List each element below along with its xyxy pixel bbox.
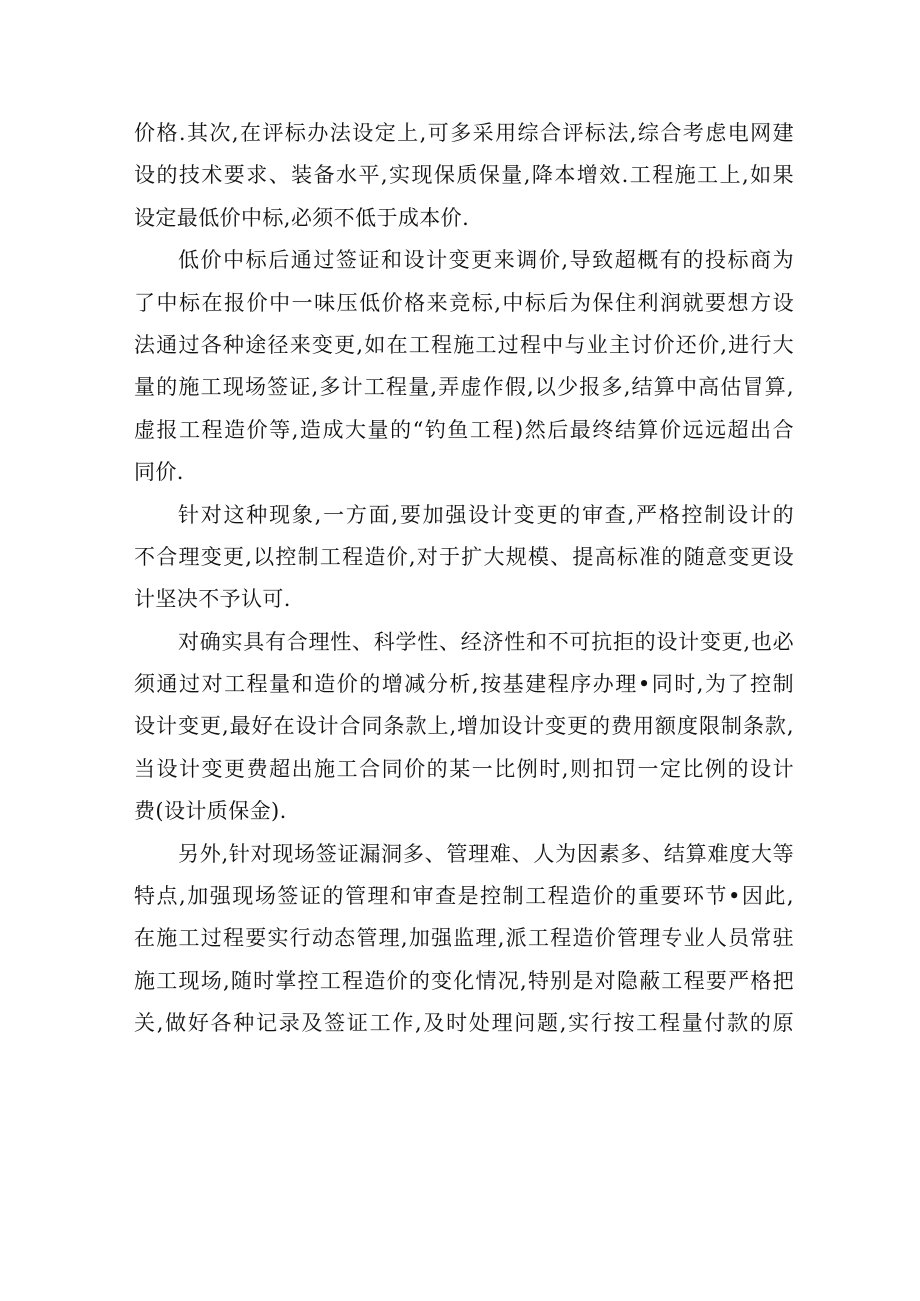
text-line: 针对这种现象,一方面,要加强设计变更的审查,严格控制设计的 — [178, 502, 794, 527]
body-text — [134, 112, 794, 1045]
text-line: 费(设计质保金). — [134, 799, 287, 824]
text-line: 计坚决不予认可. — [134, 587, 291, 612]
text-line: 同价. — [134, 460, 184, 485]
text-line: 关,做好各种记录及签证工作,及时处理问题,实行按工程量付款的原 — [134, 1011, 794, 1036]
text-line: 了中标在报价中一味压低价格来竞标,中标后为保住利润就要想方设 — [134, 290, 794, 315]
text-line: 价格.其次,在评标办法设定上,可多采用综合评标法,综合考虑电网建 — [134, 121, 794, 145]
text-line: 当设计变更费超出施工合同价的某一比例时,则扣罚一定比例的设计 — [134, 756, 794, 781]
text-line: 设定最低价中标,必须不低于成本价. — [134, 205, 470, 230]
text-line: 须通过对工程量和造价的增减分析,按基建程序办理•同时,为了控制 — [134, 672, 794, 697]
text-line: 法通过各种途径来变更,如在工程施工过程中与业主讨价还价,进行大 — [134, 332, 794, 357]
text-line: 量的施工现场签证,多计工程量,弄虚作假,以少报多,结算中高估冒算, — [134, 375, 794, 400]
text-line: 在施工过程要实行动态管理,加强监理,派工程造价管理专业人员常驻 — [134, 926, 794, 951]
text-line: 虚报工程造价等,造成大量的“钓鱼工程)然后最终结算价远远超出合 — [134, 417, 794, 442]
text-line: 施工现场,随时掌控工程造价的变化情况,特别是对隐蔽工程要严格把 — [134, 968, 794, 993]
text-line: 设计变更,最好在设计合同条款上,增加设计变更的费用额度限制条款, — [134, 714, 794, 739]
text-line: 设的技术要求、装备水平,实现保质保量,降本增效.工程施工上,如果 — [134, 163, 794, 188]
text-line: 低价中标后通过签证和设计变更来调价,导致超概有的投标商为 — [178, 248, 794, 273]
text-line: 特点,加强现场签证的管理和审查是控制工程造价的重要环节•因此, — [134, 884, 794, 909]
text-line: 不合理变更,以控制工程造价,对于扩大规模、提高标准的随意变更设 — [134, 544, 794, 569]
text-line: 对确实具有合理性、科学性、经济性和不可抗拒的设计变更,也必 — [178, 629, 794, 654]
text-line: 另外,针对现场签证漏洞多、管理难、人为因素多、结算难度大等 — [178, 841, 794, 866]
